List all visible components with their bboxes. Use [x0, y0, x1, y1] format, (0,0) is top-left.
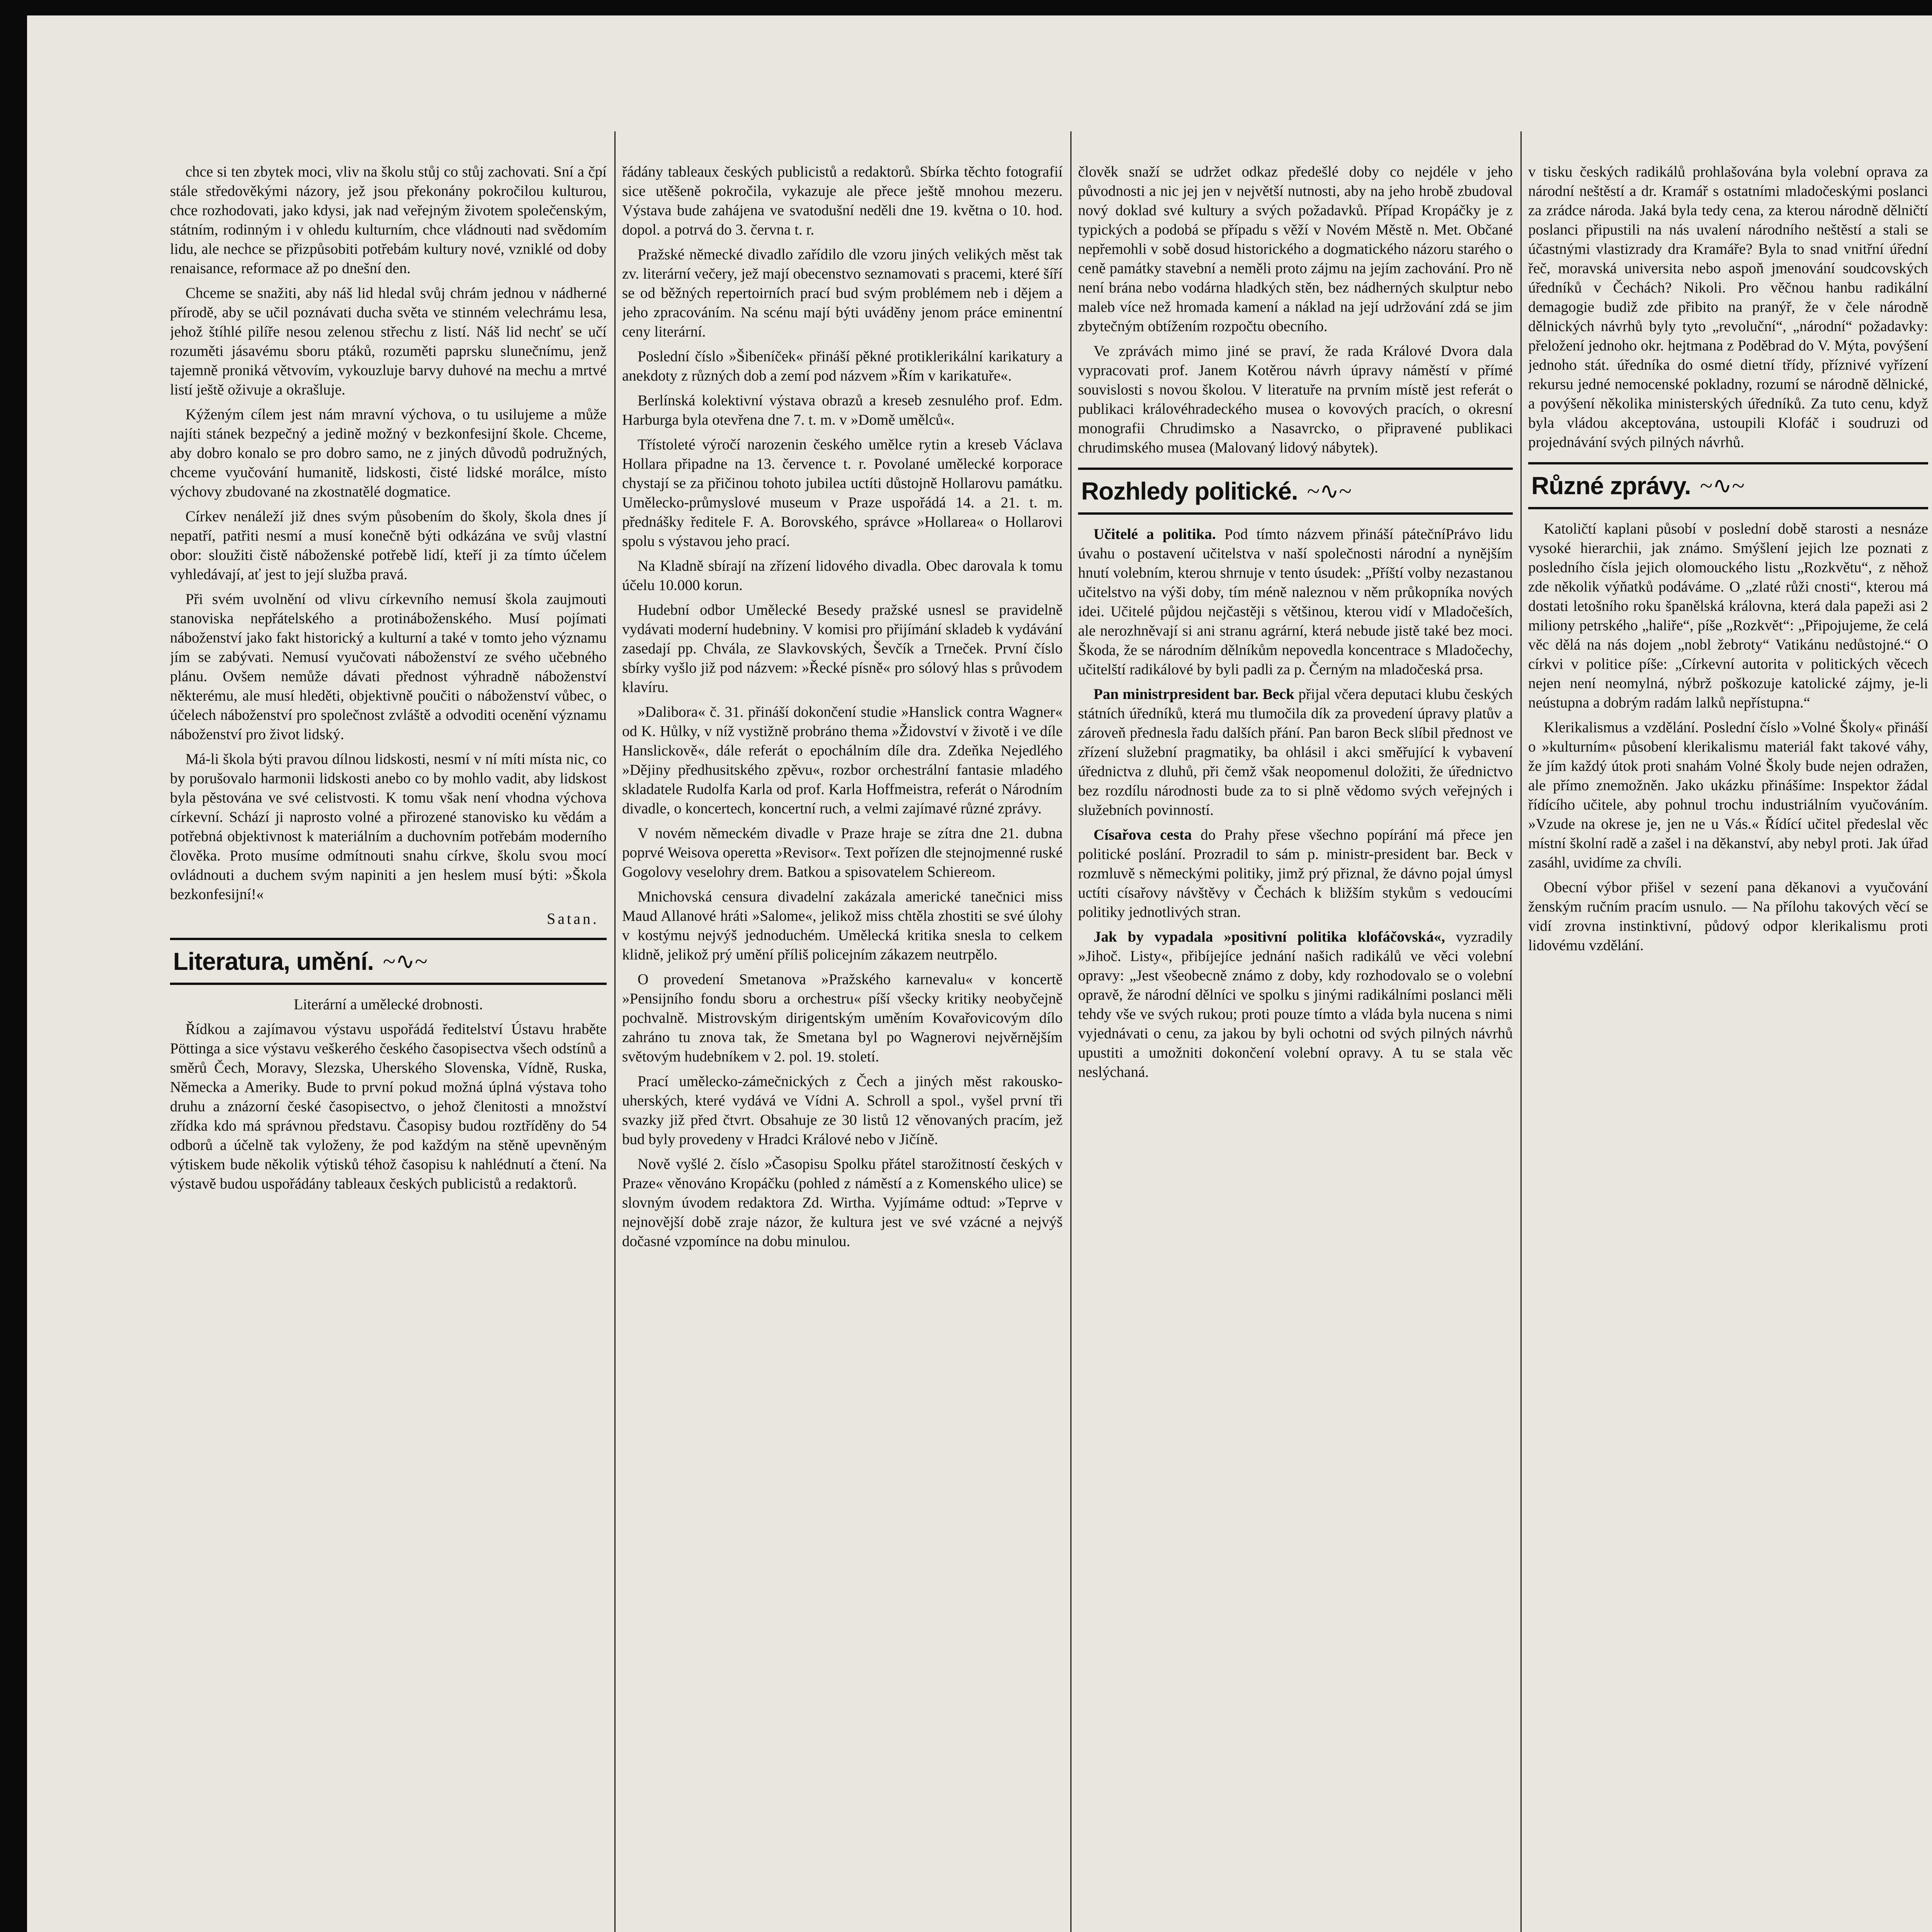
- article-paragraph: v tisku českých radikálů prohlašována byla volební oprava za národní neštěstí a dr. Kramář s ostatními mladočeskými poslanci za zrádce národa. Jaká byla tedy cena, za kterou národně dělničtí poslanci připustili na nás uvalení národního neštěstí a stali se účastnými vlastizrady dra Kramáře? Byla to snad vnitřní úřední řeč, moravská universita nebo aspoň jmenování soudcovských úředníků v Čechách? Nikoli. Pro věčnou hanbu radikální demagogie budiž zde přibito na pranýř, že v čele národně dělnických návrhů byly tyto „revoluční“, „národní“ požadavky: přeložení jednoho okr. hejtmana z Poděbrad do V. Mýta, povýšení jednoho stát. úředníka do osmé dietní třídy, příznivé vyřízení rekursu jedné nemocenské pokladny, rozumí se národně dělnické, a povýšení několika ministerských úředníků. Za tuto cenu, když byla vládou akceptována, ustoupili Klofáč i soudruzi od projednávání svých pilných návrhů.: [1528, 163, 1928, 451]
- article-paragraph: Prací umělecko-zámečnických z Čech a jiných měst rakousko-uherských, které vydává ve Vídni A. Schroll a spol., vyšel první tři svazky již před čtvrt. Obsahuje ze 30 listů 12 věnovaných pracím, jež bud byly provedeny v Hradci Králové nebo v Jičíně.: [622, 1073, 1063, 1148]
- column-1: [170, 162, 607, 1932]
- column-rule-2: [1070, 131, 1071, 1932]
- section-header-ruzne: [1528, 462, 1928, 509]
- politics-item-head: Jak by vypadala »positivní politika klofáčovská«,: [1094, 929, 1445, 945]
- politics-item: [1078, 525, 1513, 679]
- article-paragraph: Třístoleté výročí narozenin českého umělce rytin a kreseb Václava Hollara připadne na 13. července t. r. Povolané umělecké korporace chystají se za přičinou tohoto jubilea uctíti důstojně Hollarovu památku. Umělecko-průmyslové museum v Praze uspořádá 14. a 21. t. m. přednášky ředitele F. A. Borovského, správce »Hollarea« o Hollarovi spolu s výstavou jeho prací.: [622, 436, 1063, 549]
- politics-item-text: Pod tímto názvem přináší pátečníPrávo lidu úvahu o postavení učitelstva v naší společnosti národní a nynějším hnutí volebním, kterou shrnuje v tento úsudek: „Příští volby nezastanou učitelstvo na výši doby, tím méně naleznou v něm průkopníka nových idei. Učitelé půjdou nejčastěji s většinou, kterou vidí v Mladočeších, ale nerozhněvají si ani stranu agrární, která nebude jistě také bez moci. Škoda, že se národním dělníkům nepovedla koncentrace s Mladočechy, učitelští radikálové by byli padli za p. Černým na mladočeská prsa.: [1078, 526, 1513, 678]
- article-paragraph: »Dalibora« č. 31. přináší dokončení studie »Hanslick contra Wagner« od K. Hůlky, v níž vystižně probráno thema »Židovství v životě i ve díle Hanslickově«, dále referát o epochálním díle dra. Zdeňka Nejedlého »Dějiny předhusitského zpěvu«, rozbor orchestrální fantasie mladého skladatele Rudolfa Karla od prof. Karla Hoffmeistra, referát o Národním divadle, o koncertech, koncertní ruch, a velmi zajímavé různé zprávy.: [622, 704, 1063, 817]
- article-paragraph: Klerikalismus a vzdělání. Poslední číslo »Volné Školy« přináší o »kulturním« působení klerikalismu materiál fakt takové váhy, že jím každý útok proti snahám Volné Školy bude nejen odražen, ale přímo znemožněn. Jako ukázku přinášíme: Inspektor žádal řídícího učitele, aby pohnul trochu industriálním vyučováním. »Vzude na okrese je, jen ne u Vás.« Řídící učitel předeslal věc místní školní radě a zašel i na děkanství, aby nebyl proti. Jak úřad zasáhl, uvidíme za chvíli.: [1528, 719, 1928, 871]
- article-paragraph: Při svém uvolnění od vlivu církevního nemusí škola zaujmouti stanoviska nepřátelského a protináboženského. Musí pojímati náboženství jako fakt historický a kulturní a také v tomto jeho významu jím se zabývati. Nemusí vyučovati náboženství ze svého učebného plánu. Ovšem nemůže dávati přednost výhradně náboženství některému, ale musí hleděti, objektivně poučiti o náboženství vůbec, o účelech náboženství pro společnost zvláště a odvoditi ocenění významu náboženství pro život lidský.: [170, 591, 607, 743]
- politics-item: [1078, 685, 1513, 820]
- politics-item-text: do Prahy přese všechno popírání má přece jen politické poslání. Prozradil to sám p. ministr-president bar. Beck v rozmluvě s německými politiky, jimž prý přiznal, že dávno pojal úmysl uctíti císařovy návštěvy v Čechách k bližším stykům s vedoucími politiky jednotlivých stran.: [1078, 827, 1513, 920]
- article-paragraph: O provedení Smetanova »Pražského karnevalu« v koncertě »Pensijního fondu sboru a orchestru« píší všecky kritiky neobyčejně pochvalně. Mistrovským dirigentským uměním Kovařovicovým dílo zahráno tu znova tak, že Smetana byl po Wagnerovi nejvěrnějším světovým hudebníkem v 2. pol. 19. století.: [622, 971, 1063, 1065]
- column-rule-1: [614, 131, 616, 1932]
- politics-item-text: vyzradily »Jihoč. Listy«, přibíjejíce jednání našich radikálů ve věci volební opravy: „Jest všeobecně známo z doby, kdy rozhodovalo se o volební opravě, že národní dělníci ve spolku s jinými radikálními poslanci měli tehdy vše ve svých rukou; proti pouze tímto a vláda byla nucena s nimi vyjednávati o cenu, za jakou by byli ochotni od svých pilných návrhů upustiti a umožniti dokončení volební opravy. A tu se stala věc neslýchaná.: [1078, 929, 1513, 1080]
- section-title: Různé zprávy.: [1531, 472, 1691, 500]
- article-paragraph: chce si ten zbytek moci, vliv na školu stůj co stůj zachovati. Sní a čpí stále středověkými názory, jež jsou překonány pokročilou kulturou, chce rozhodovati, jako kdysi, jak nad veřejným životem společenským, státním, rodinným i v ohledu kulturním, chce vládnouti nad svědomím lidu, ale nechce se přizpůsobiti potřebám kultury nové, vzniklé od doby renaisance, reformace až po dnešní den.: [170, 163, 607, 277]
- flourish-ornament-icon: ~∿~: [1307, 478, 1352, 504]
- article-paragraph: Má-li škola býti pravou dílnou lidskosti, nesmí v ní míti místa nic, co by porušovalo harmonii lidskosti anebo co by mohlo vadit, aby lidskost byla pěstována ve své celistvosti. K tomu však není vhodna výchova církevní. Schází ji naprosto volné a přirozené stanovisko ku vědám a potřebná objektivnost k materiálním a duchovním potřebám moderního člověka. Proto musíme odmítnouti snahu církve, školu svou mocí ovládnouti a duchem svým napiniti a jen heslem musí býti: »Škola bezkonfesijní!«: [170, 751, 607, 903]
- article-paragraph: řádány tableaux českých publicistů a redaktorů. Sbírka těchto fotografií sice utěšeně pokročila, vykazuje ale přece ještě mnohou mezeru. Výstava bude zahájena ve svatodušní neděli dne 19. května o 10. hod. dopol. a potrvá do 3. června t. r.: [622, 163, 1063, 238]
- article-paragraph: Na Kladně sbírají na zřízení lidového divadla. Obec darovala k tomu účelu 10.000 korun.: [622, 558, 1063, 594]
- politics-item-text: přijal včera deputaci klubu českých státních úředníků, která mu tlumočila dík za provedení úpravy platův a zároveň přednesla řadu dalších přání. Pan baron Beck slíbil přednost ve zřízení služební pragmatiky, ba ohlásil i akci směřující k vybavení úřednictva z dluhů, při čemž však neopomenul doložiti, že úřednictvo bez rozdílu národnosti bude za to si plně vědomo svých veřejných i služebních povinností.: [1078, 686, 1513, 818]
- article-paragraph: Nově vyšlé 2. číslo »Časopisu Spolku přátel starožitností českých v Praze« věnováno Kropáčku (pohled z náměstí a z Komenského ulice) se slovným úvodem redaktora Zd. Wirtha. Vyjímáme odtud: »Teprve v nejnovější době zraje názor, že kultura jest ve své vzácné a nejvýš dočasné vzpomínce na dobu minulou.: [622, 1156, 1063, 1250]
- column-4: [1528, 162, 1928, 1932]
- article-paragraph: Hudební odbor Umělecké Besedy pražské usnesl se pravidelně vydávati moderní hudebniny. V komisi pro přijímání skladeb k vydávání zasedají pp. Chvála, ze Slavkovských, Ševčík a Trneček. První číslo sbírky vyšlo již pod názvem: »Řecké písně« pro sólový hlas s průvodem klavíru.: [622, 602, 1063, 696]
- article-paragraph: Církev nenáleží již dnes svým působením do školy, škola dnes jí nepatří, patřiti nesmí a musí konečně býti odkázána ve svůj vlastní obor: sloužiti čistě náboženské potřebě lidí, kteří ji za tímto účelem vyhledávají, ať jest to její služba pravá.: [170, 508, 607, 583]
- section-title: Rozhledy politické.: [1081, 477, 1298, 505]
- flourish-ornament-icon: ~∿~: [383, 949, 428, 974]
- flourish-ornament-icon: ~∿~: [1700, 473, 1745, 498]
- article-paragraph: Ve zprávách mimo jiné se praví, že rada Králové Dvora dala vypracovati prof. Janem Kotěrou návrh úpravy náměstí v přímé souvislosti s novou školou. V literatuře na prvním místě jest referát o publikaci královéhradeckého musea o kovových pracích, o okresní monografii Chrudimsko a Nasavrcko, o připravené publikaci chrudimského musea (Malovaný lidový nábytek).: [1078, 343, 1513, 456]
- politics-item-head: Císařova cesta: [1094, 827, 1192, 843]
- article-signature: Satan.: [547, 910, 599, 927]
- article-paragraph: Chceme se snažiti, aby náš lid hledal svůj chrám jednou v nádherné přírodě, aby se učil poznávati ducha světa ve stinném velechrámu lesa, jehož štíhlé pilíře nesou zelenou střechu z listí. Náš lid nechť se učí rozuměti jásavému sboru ptáků, rozuměti paprsku slunečnímu, jenž tajemně proniká větvovím, vykouzluje barvy duhové na mechu a mrtvé listí ještě oživuje a okrašluje.: [170, 285, 607, 398]
- article-paragraph: Obecní výbor přišel v sezení pana děkanovi a vyučování ženským ručním pracím usnulo. — Na přílohu takových věcí se vidí zrovna instinktivní, půdový odpor klerikalismu proti lidovému vzdělání.: [1528, 879, 1928, 954]
- column-3: [1078, 162, 1513, 1932]
- politics-item-head: Pan ministrpresident bar. Beck: [1094, 686, 1294, 702]
- section-header-literatura: [170, 938, 607, 985]
- column-rule-3: [1520, 131, 1522, 1932]
- column-2: [622, 162, 1063, 1932]
- section-header-rozhledy: [1078, 468, 1513, 515]
- politics-item: [1078, 825, 1513, 922]
- article-paragraph: V novém německém divadle v Praze hraje se zítra dne 21. dubna poprvé Weisova operetta »Revisor«. Text pořízen dle stejnojmenné ruské Gogolovy veselohry drem. Batkou a spisovatelem Schiereom.: [622, 825, 1063, 880]
- article-paragraph: Kýženým cílem jest nám mravní výchova, o tu usilujeme a může najíti stánek bezpečný a jedině možný v bezkonfesijní škole. Chceme, aby dobro konalo se pro dobro samo, ne z jiných důvodů podružných, chceme vyučování humanitě, lidskosti, čisté lidské morálce, místo výchovy zbudované na zkostnatělé dogmatice.: [170, 406, 607, 500]
- politics-item-head: Učitelé a politika.: [1094, 526, 1216, 543]
- article-paragraph: Poslední číslo »Šibeníček« přináší pěkné protiklerikální karikatury a anekdoty z různých dob a zemí pod názvem »Řím v karikatuře«.: [622, 348, 1063, 384]
- article-paragraph: Berlínská kolektivní výstava obrazů a kreseb zesnulého prof. Edm. Harburga byla otevřena dne 7. t. m. v »Domě umělců«.: [622, 392, 1063, 428]
- article-paragraph: Mnichovská censura divadelní zakázala americké tanečnici miss Maud Allanové hráti »Salome«, jelikož miss chtěla zhostiti se své úlohy v kostýmu nejvýš jednoduchém. Umělecká kritika snesla to celkem klidně, jelikož prý umění příliš policejním zákazem neutrpělo.: [622, 888, 1063, 963]
- section-subhead: Literární a umělecké drobnosti.: [294, 996, 483, 1013]
- article-paragraph: Katoličtí kaplani působí v poslední době starosti a nesnáze vysoké hierarchii, jak známo. Smýšlení jejich lze poznati z posledního čísla jejich olomouckého listu „Rozkvětu“, z něhož zde několik výňatků podáváme. O „zlaté růži cnosti“, kterou má dostati letošního roku španělská královna, která dala papeži asi 2 miliony petrského „haliře“, píše „Rozkvět“: „Připojujeme, že celá věc dělá na nás dojem „nobl žebroty“ Vatikánu nedůstojné.“ O církvi v politice píše: „Církevní autorita v politických věcech nejen není neomylná, nýbrž poškozuje katolické zájmy, je-li neústupna a dobrým radám lalků nepřístupna.“: [1528, 520, 1928, 711]
- top-scan-edge: [0, 0, 1932, 15]
- politics-item: [1078, 927, 1513, 1082]
- section-title: Literatura, umění.: [173, 947, 374, 975]
- article-paragraph: člověk snaží se udržet odkaz předešlé doby co nejdéle v jeho původnosti a nic jej jen v největší nutnosti, aby na jeho hrobě zbudoval nový doklad své kultury a svých požadavků. Případ Kropáčky je z typických a podobá se případu s věží v Novém Městě n. Met. Občané nepřemohli v sobě dosud historického a dogmatického názoru starého o ceně památky stavební a neměli proto zájmu na jejím zachování. Pro ně není brána nebo vodárna hladkých stěn, bez nádherných skulptur nebo maleb více než hromada kamení a náklad na její udržování zdá se jim zbytečným obtížením rozpočtu obecního.: [1078, 163, 1513, 335]
- left-scan-edge: [0, 0, 27, 1932]
- article-paragraph: Řídkou a zajímavou výstavu uspořádá ředitelství Ústavu hraběte Pöttinga a sice výstavu veškerého českého časopisectva všech odstínů a směrů Čech, Moravy, Slezska, Uherského Slovenska, Vídně, Ruska, Německa a Ameriky. Bude to první pokud možná úplná výstava toho druhu a znázorní české časopisectvo, o jehož členitosti a množství zřídka kdo má správnou představu. Časopisy budou roztříděny do 54 odborů a účelně tak vyloženy, že pod každým na stěně upevněným výtiskem bude několik výtisků téhož časopisu k nahlédnutí a čtení. Na výstavě budou uspořádány tableaux českých publicistů a redaktorů.: [170, 1021, 607, 1192]
- article-paragraph: Pražské německé divadlo zařídilo dle vzoru jiných velikých měst tak zv. literární večery, jež mají obecenstvo seznamovati s pracemi, které šíří se od běžných repertoirních prací bud svým problémem neb i dějem a jeho zpracováním. Na scénu mají býti uváděny jenom práce eminentní ceny literární.: [622, 246, 1063, 340]
